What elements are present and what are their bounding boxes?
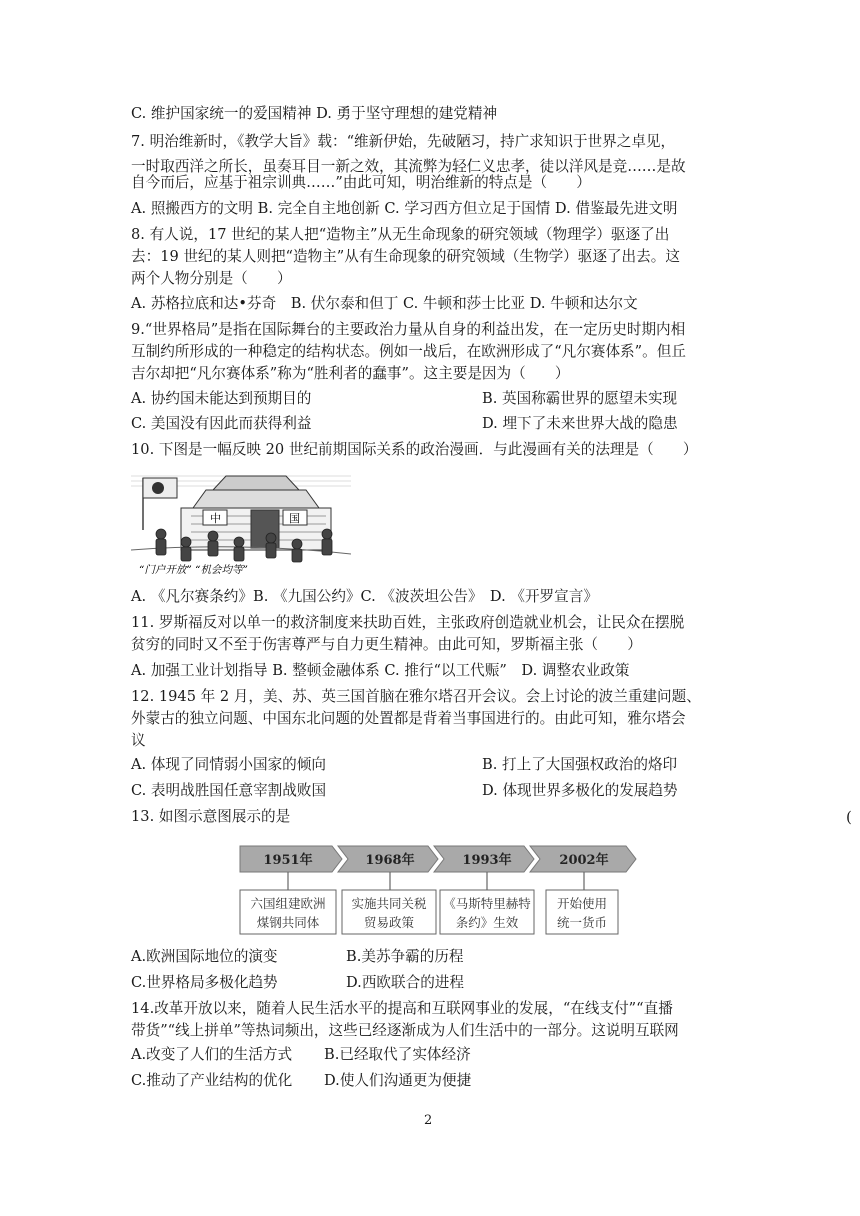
question-14-option-c: C.推动了产业结构的优化 (131, 1072, 293, 1089)
timeline-year-4: 2002年 (559, 853, 609, 868)
question-10-stem: 10. 下图是一幅反映 20 世纪前期国际关系的政治漫画．与此漫画有关的法理是（ ） (131, 441, 698, 458)
cartoon-sign-right: 国 (289, 512, 300, 525)
question-12-option-b: B. 打上了大国强权政治的烙印 (482, 756, 678, 773)
political-cartoon-image (131, 470, 351, 576)
timeline-event-1-line1: 六国组建欧洲 (250, 896, 326, 911)
question-12-option-c: C. 表明战胜国任意宰割战败国 (131, 782, 327, 799)
cartoon-caption: “门户开放” “机会均等” (139, 564, 248, 576)
line-q6-options-cd: C. 维护国家统一的爱国精神 D. 勇于坚守理想的建党精神 (131, 105, 498, 122)
stray-bracket: ( (846, 808, 852, 826)
question-9-option-c: C. 美国没有因此而获得利益 (131, 415, 312, 432)
timeline-event-3-line1: 《马斯特里赫特 (443, 896, 531, 911)
question-14-option-d: D.使人们沟通更为便捷 (324, 1072, 472, 1089)
question-11-options: A. 加强工业计划指导 B. 整顿金融体系 C. 推行“以工代赈” D. 调整农业政策 (131, 662, 630, 679)
timeline-event-4-line2: 统一货币 (556, 915, 608, 930)
question-14-option-b: B.已经取代了实体经济 (324, 1046, 471, 1063)
timeline-event-4-line1: 开始使用 (556, 896, 608, 911)
question-8-options: A. 苏格拉底和达•芬奇 B. 伏尔泰和但丁 C. 牛顿和莎士比亚 D. 牛顿和达尔文 (131, 295, 638, 312)
timeline-event-2-line1: 实施共同关税 (351, 896, 427, 911)
question-9-option-a: A. 协约国未能达到预期目的 (131, 390, 312, 407)
question-9-option-b: B. 英国称霸世界的愿望未实现 (482, 390, 678, 407)
timeline-event-3-line2: 条约》生效 (455, 915, 519, 930)
timeline-year-2: 1968年 (365, 853, 415, 868)
question-14-option-a: A.改变了人们的生活方式 (131, 1046, 293, 1063)
question-9-option-d: D. 埋下了未来世界大战的隐患 (482, 415, 678, 432)
cartoon-sign-left: 中 (210, 512, 221, 525)
question-12-option-a: A. 体现了同情弱小国家的倾向 (131, 756, 326, 773)
question-13-option-b: B.美苏争霸的历程 (346, 948, 464, 965)
question-13-option-c: C.世界格局多极化趋势 (131, 974, 278, 991)
timeline-event-2-line2: 贸易政策 (363, 915, 415, 930)
timeline-event-1-line2: 煤钢共同体 (256, 915, 320, 930)
question-13-option-a: A.欧洲国际地位的演变 (131, 948, 278, 965)
page-number: 2 (424, 1113, 433, 1128)
question-10-options: A. 《凡尔赛条约》B. 《九国公约》C. 《波茨坦公告》 D. 《开罗宣言》 (131, 588, 598, 605)
timeline-year-3: 1993年 (462, 853, 512, 868)
question-13-stem: 13. 如图示意图展示的是 (131, 808, 291, 825)
timeline-year-1: 1951年 (263, 853, 313, 868)
timeline-diagram (238, 842, 638, 937)
question-12-option-d: D. 体现世界多极化的发展趋势 (482, 782, 678, 799)
question-13-option-d: D.西欧联合的进程 (346, 974, 464, 991)
question-7-options: A. 照搬西方的文明 B. 完全自主地创新 C. 学习西方但立足于国情 D. 借鉴最先进文明 (131, 200, 678, 217)
